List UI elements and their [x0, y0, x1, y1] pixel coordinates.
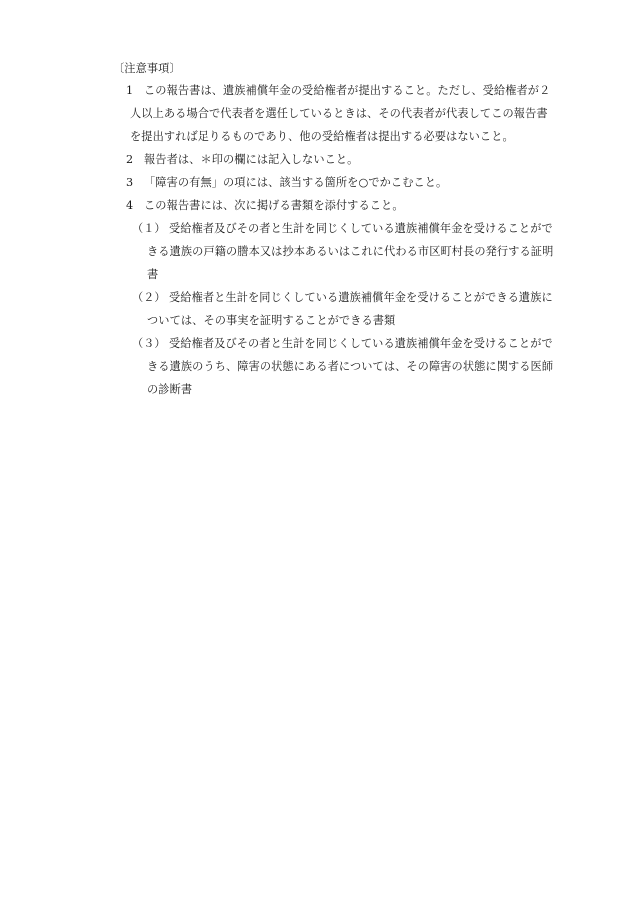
note-item-number: 1 — [126, 84, 134, 97]
note-subitem-text: 受給権者及びその者と生計を同じくしている遺族補償年金を受けることがで — [169, 337, 553, 350]
note-item-text: を提出すれば足りるものであり、他の受給権者は提出する必要はないこと。 — [130, 130, 514, 143]
note-subitem-text: きる遺族のうち、障害の状態にある者については、その障害の状態に関する医師 — [147, 360, 554, 373]
note-item-text: 「障害の有無」の項には、該当する箇所を○でかこむこと。 — [144, 176, 448, 189]
note-subitem-text: きる遺族の戸籍の謄本又は抄本あるいはこれに代わる市区町村長の発行する証明 — [147, 245, 554, 258]
note-subitem-text: ついては、その事実を証明することができる書類 — [147, 314, 396, 327]
note-item-number: 3 — [126, 176, 134, 189]
note-subitem-number: （１） — [132, 222, 166, 235]
note-subitem-text: 受給権者及びその者と生計を同じくしている遺族補償年金を受けることがで — [169, 222, 553, 235]
note-subitem-text: の診断書 — [147, 383, 193, 396]
note-item-text: この報告書には、次に掲げる書類を添付すること。 — [144, 199, 404, 212]
note-subitem-number: （２） — [132, 291, 166, 304]
note-subitem-number: （３） — [132, 337, 166, 350]
note-item-text: 報告者は、＊印の欄には記入しないこと。 — [144, 153, 359, 166]
note-subitem-text: 受給権者と生計を同じくしている遺族補償年金を受けることができる遺族に — [169, 291, 553, 304]
note-subitem-text: 書 — [147, 268, 159, 281]
note-item-text: この報告書は、遺族補償年金の受給権者が提出すること。ただし、受給権者が２ — [144, 84, 551, 97]
note-item-number: 4 — [126, 199, 134, 212]
note-item-number: 2 — [126, 153, 134, 166]
notes-heading: 〔注意事項〕 — [113, 62, 181, 75]
note-item-text: 人以上ある場合で代表者を選任しているときは、その代表者が代表してこの報告書 — [130, 107, 548, 120]
